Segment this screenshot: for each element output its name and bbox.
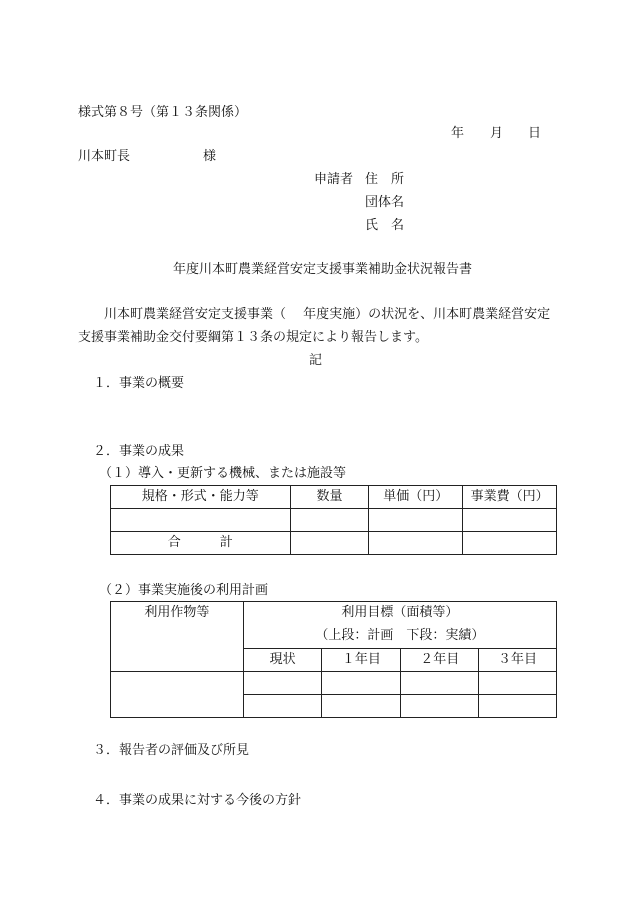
subsection-1-heading: （１）導入・更新する機械、または施設等 [99,466,347,481]
col-year-3: ３年目 [479,649,557,672]
table-cell[interactable] [243,695,322,718]
ki-label: 記 [309,353,323,368]
table-cell[interactable] [463,509,557,532]
document-title: 年度川本町農業経営安定支援事業補助金状況報告書 [173,262,473,277]
table-cell[interactable] [322,672,401,695]
table-cell[interactable] [369,509,463,532]
addressee-name: 川本町長 [78,149,131,164]
crop-header: 利用作物等 [111,602,244,672]
header-cost: 事業費（円） [463,486,557,509]
date-day: 日 [528,126,542,141]
header-spec: 規格・形式・能力等 [111,486,291,509]
section-3-heading: ３．報告者の評価及び所見 [93,743,250,758]
applicant-name: 氏 名 [365,218,405,233]
usage-plan-table [110,601,557,718]
table-cell[interactable] [463,532,557,555]
table-cell[interactable] [290,532,369,555]
target-subheader: （上段：計画 下段：実績） [243,625,556,649]
table-cell[interactable] [243,672,322,695]
col-current: 現状 [243,649,322,672]
subsection-2-heading: （２）事業実施後の利用計画 [99,583,269,598]
form-number: 様式第８号（第１３条関係） [78,105,248,120]
date-year: 年 [451,126,465,141]
total-label: 合 計 [111,532,291,555]
section-2-heading: ２．事業の成果 [93,444,185,459]
target-header: 利用目標（面積等） [243,602,556,625]
table-cell[interactable] [401,695,479,718]
table-cell[interactable] [322,695,401,718]
equipment-table [110,485,557,555]
applicant-label: 申請者 [314,172,354,187]
applicant-address: 住 所 [365,172,405,187]
table-cell[interactable] [401,672,479,695]
date-month: 月 [490,126,504,141]
table-cell[interactable] [479,695,557,718]
section-1-heading: １．事業の概要 [93,376,185,391]
table-cell[interactable] [111,509,291,532]
section-4-heading: ４．事業の成果に対する今後の方針 [93,793,302,808]
col-year-1: １年目 [322,649,401,672]
header-quantity: 数量 [290,486,369,509]
addressee-honorific: 様 [203,149,217,164]
header-unit-price: 単価（円） [369,486,463,509]
table-cell[interactable] [290,509,369,532]
table-cell[interactable] [479,672,557,695]
col-year-2: ２年目 [401,649,479,672]
table-cell[interactable] [369,532,463,555]
crop-cell[interactable] [111,672,244,718]
intro-paragraph: 川本町農業経営安定支援事業（ 年度実施）の状況を、川本町農業経営安定支援事業補助金交付要綱第１３条の規定により報告します。 [78,307,551,345]
applicant-group: 団体名 [365,195,405,210]
